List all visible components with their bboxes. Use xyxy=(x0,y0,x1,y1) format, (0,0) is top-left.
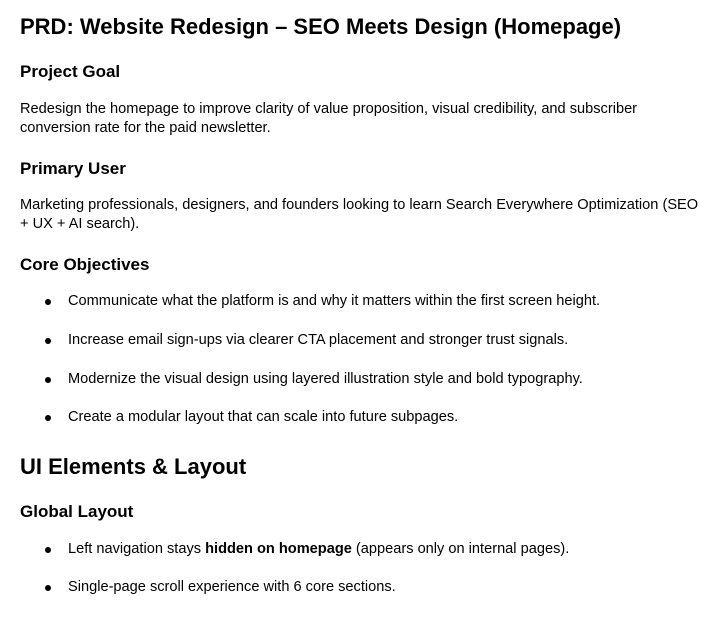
primary-user-text: Marketing professionals, designers, and founders looking to learn Search Everywhere Optimization (SEO + UX + AI search). xyxy=(20,197,699,232)
core-objectives-heading: Core Objectives xyxy=(20,255,150,274)
bullet-icon xyxy=(45,377,51,383)
project-goal-text: Redesign the homepage to improve clarity of value proposition, visual credibility, and subscriber conversion rate for the paid newsletter. xyxy=(20,101,638,136)
list-item-text xyxy=(68,540,569,559)
primary-user-heading: Primary User xyxy=(20,159,126,178)
bullet-icon xyxy=(45,547,51,553)
list-item-text: Increase email sign-ups via clearer CTA placement and stronger trust signals. xyxy=(68,332,569,348)
bullet-icon xyxy=(45,585,51,591)
bullet-icon xyxy=(45,299,51,305)
ui-elements-heading: UI Elements & Layout xyxy=(20,454,247,479)
bullet-icon xyxy=(45,338,51,344)
global-layout-heading: Global Layout xyxy=(20,502,134,521)
list-item-text: Create a modular layout that can scale into future subpages. xyxy=(68,409,459,425)
document-title: PRD: Website Redesign – SEO Meets Design (Homepage) xyxy=(20,14,622,39)
list-item-text: Single-page scroll experience with 6 core sections. xyxy=(68,579,396,595)
project-goal-heading: Project Goal xyxy=(20,62,121,81)
list-item-text: Modernize the visual design using layered illustration style and bold typography. xyxy=(68,371,583,387)
list-item-text-before: Left navigation stays xyxy=(68,541,206,557)
list-item-text-after: (appears only on internal pages). xyxy=(351,541,570,557)
list-item-text-bold: hidden on homepage xyxy=(205,541,352,557)
list-item-text: Communicate what the platform is and why it matters within the first screen height. xyxy=(68,293,601,309)
bullet-icon xyxy=(45,415,51,421)
